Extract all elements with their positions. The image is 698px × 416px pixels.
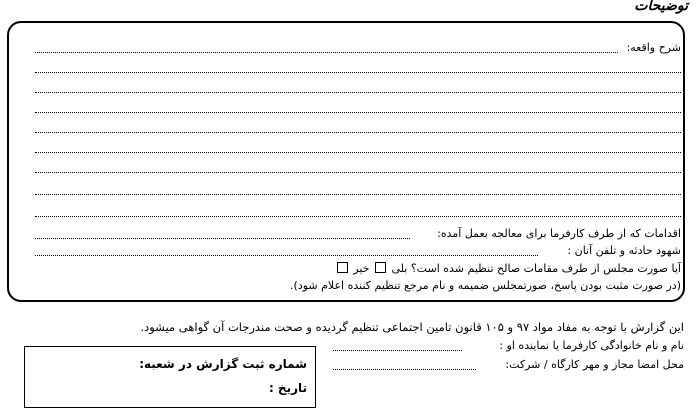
yes-option: بلی xyxy=(391,262,408,275)
yes-checkbox[interactable] xyxy=(375,262,386,273)
description-line[interactable] xyxy=(35,112,681,113)
registration-box xyxy=(24,346,316,408)
accident-description-label: شرح واقعه: xyxy=(626,41,681,54)
registration-number-label: شماره ثبت گزارش در شعبه: xyxy=(139,357,307,371)
employer-actions-field[interactable] xyxy=(35,238,410,239)
signature-label: محل امضا مجاز و مهر کارگاه / شرکت: xyxy=(505,358,684,371)
no-checkbox[interactable] xyxy=(337,262,348,273)
description-line[interactable] xyxy=(35,92,681,93)
page-title: توضیحات xyxy=(634,0,688,14)
description-line[interactable] xyxy=(35,194,681,195)
signature-field[interactable] xyxy=(333,369,476,370)
minutes-question xyxy=(335,262,681,275)
employer-name-field[interactable] xyxy=(333,350,462,351)
description-line[interactable] xyxy=(35,172,681,173)
description-line[interactable] xyxy=(35,216,681,217)
no-option: خیر xyxy=(353,262,370,275)
witnesses-label: شهود حادثه و تلفن آنان : xyxy=(567,244,681,257)
witnesses-field[interactable] xyxy=(35,255,538,256)
description-line[interactable] xyxy=(35,152,681,153)
accident-description-field[interactable] xyxy=(35,52,618,53)
employer-actions-label: اقدامات که از طرف کارفرما برای معالجه بعمل آمده: xyxy=(437,227,681,240)
description-box xyxy=(7,21,685,302)
certification-text: این گزارش با توجه به مفاد مواد ۹۷ و ۱۰۵ قانون تامین اجتماعی تنظیم گردیده و صحت مندرجات آن گواهی میشود. xyxy=(140,320,684,334)
registration-date-label: تاریخ : xyxy=(268,381,307,395)
minutes-question-text: آیا صورت مجلس از طرف مقامات صالح تنظیم شده است؟ xyxy=(410,262,681,275)
employer-name-label: نام و نام خانوادگی کارفرما یا نماینده او : xyxy=(499,339,684,352)
description-line[interactable] xyxy=(35,132,681,133)
description-line[interactable] xyxy=(35,72,681,73)
minutes-note: (در صورت مثبت بودن پاسخ، صورتمجلس ضمیمه و نام مرجع تنظیم کننده اعلام شود). xyxy=(290,279,681,292)
